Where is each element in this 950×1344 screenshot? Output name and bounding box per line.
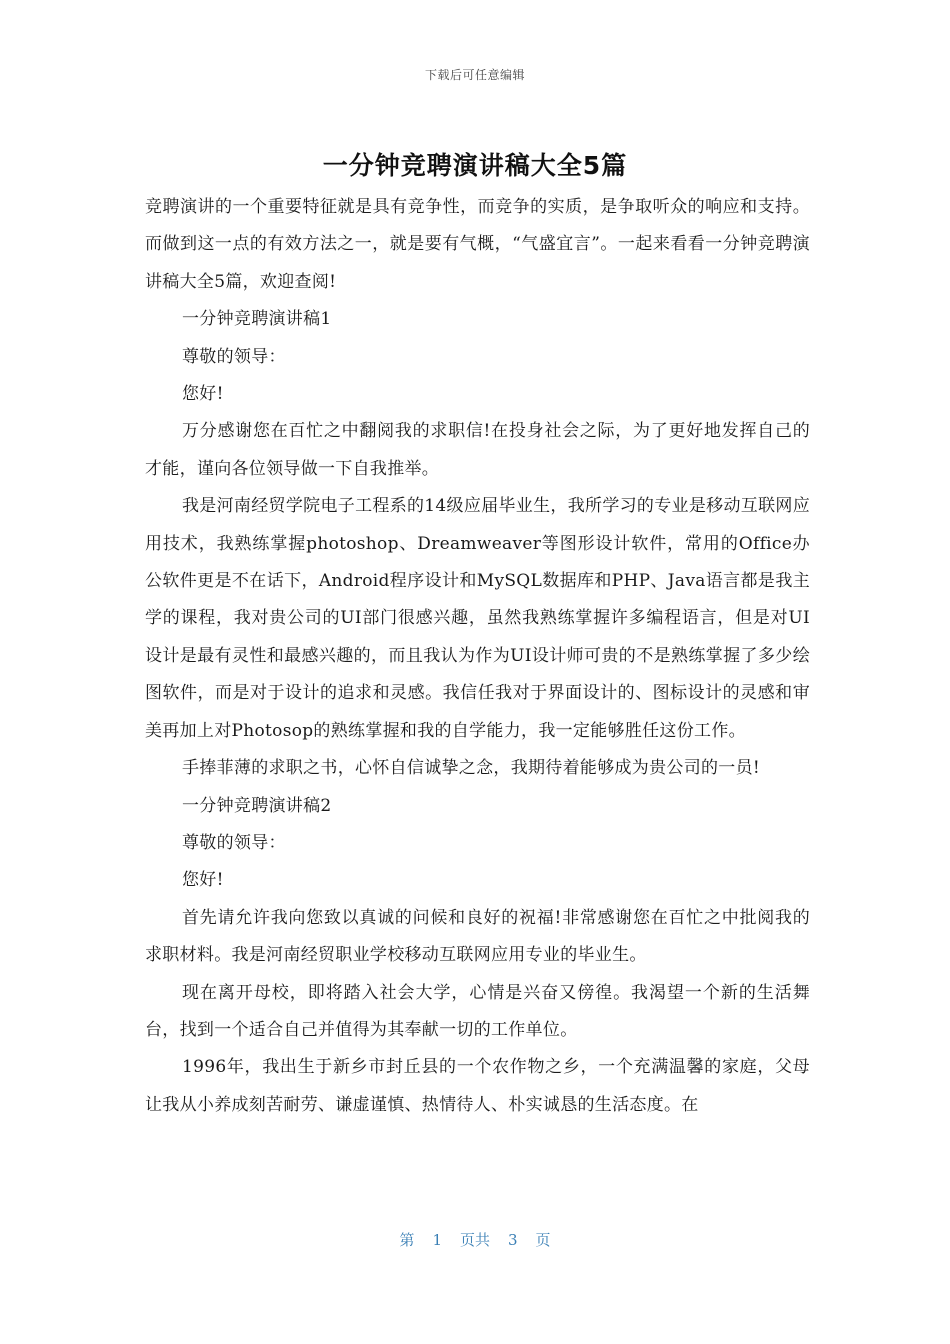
- footer-page-suffix: 页: [535, 1231, 551, 1249]
- paragraph: 首先请允许我向您致以真诚的问候和良好的祝福!非常感谢您在百忙之中批阅我的求职材料。我是河南经贸职业学校移动互联网应用专业的毕业生。: [145, 907, 810, 966]
- paragraph: 万分感谢您在百忙之中翻阅我的求职信!在投身社会之际，为了更好地发挥自己的才能，谨向各位领导做一下自我推举。: [145, 421, 810, 479]
- section-heading: 一分钟竞聘演讲稿2: [182, 795, 332, 816]
- footer-page-middle: 页共: [459, 1231, 490, 1249]
- greeting: 您好!: [182, 384, 224, 405]
- salutation: 尊敬的领导：: [182, 346, 286, 367]
- document-title: 一分钟竞聘演讲稿大全5篇: [322, 151, 628, 180]
- page-footer: [0, 1229, 950, 1250]
- paragraph: 现在离开母校，即将踏入社会大学，心情是兴奋又傍徨。我渴望一个新的生活舞台，找到一个适合自己并值得为其奉献一切的工作单位。: [145, 982, 810, 1040]
- footer-page-prefix: 第: [399, 1231, 415, 1249]
- greeting: 您好!: [182, 870, 224, 891]
- paragraph: 手捧菲薄的求职之书，心怀自信诚挚之念，我期待着能够成为贵公司的一员!: [182, 758, 761, 779]
- header-note: 下载后可任意编辑: [424, 68, 525, 82]
- footer-page-number: 1: [432, 1231, 442, 1249]
- paragraph: 竞聘演讲的一个重要特征就是具有竞争性，而竞争的实质，是争取听众的响应和支持。而做到这一点的有效方法之一，就是要有气概，“气盛宜言”。一起来看看一分钟竞聘演讲稿大全5篇，欢迎查阅!: [145, 197, 810, 292]
- paragraph: 我是河南经贸学院电子工程系的14级应届毕业生，我所学习的专业是移动互联网应用技术，我熟练掌握photoshop、Dreamweaver等图形设计软件，常用的Office办公软件更是不在话下，Android程序设计和MySQL数据库和PHP、Java语言都是我主学的课程，我对贵公司的UI部门很感兴趣，虽然我熟练掌握许多编程语言，但是对UI设计是最有灵性和最感兴趣的，而且我认为作为UI设计师可贵的不是熟练掌握了多少绘图软件，而是对于设计的追求和灵感。我信任我对于界面设计的、图标设计的灵感和审美再加上对Photosop的熟练掌握和我的自学能力，我一定能够胜任这份工作。: [145, 496, 810, 741]
- section-heading: 一分钟竞聘演讲稿1: [182, 309, 332, 330]
- footer-page-total: 3: [508, 1231, 518, 1249]
- paragraph: 1996年，我出生于新乡市封丘县的一个农作物之乡，一个充满温馨的家庭，父母让我从小养成刻苦耐劳、谦虚谨慎、热情待人、朴实诚恳的生活态度。在: [145, 1057, 810, 1115]
- document-body: [145, 189, 810, 1124]
- salutation: 尊敬的领导：: [182, 832, 286, 853]
